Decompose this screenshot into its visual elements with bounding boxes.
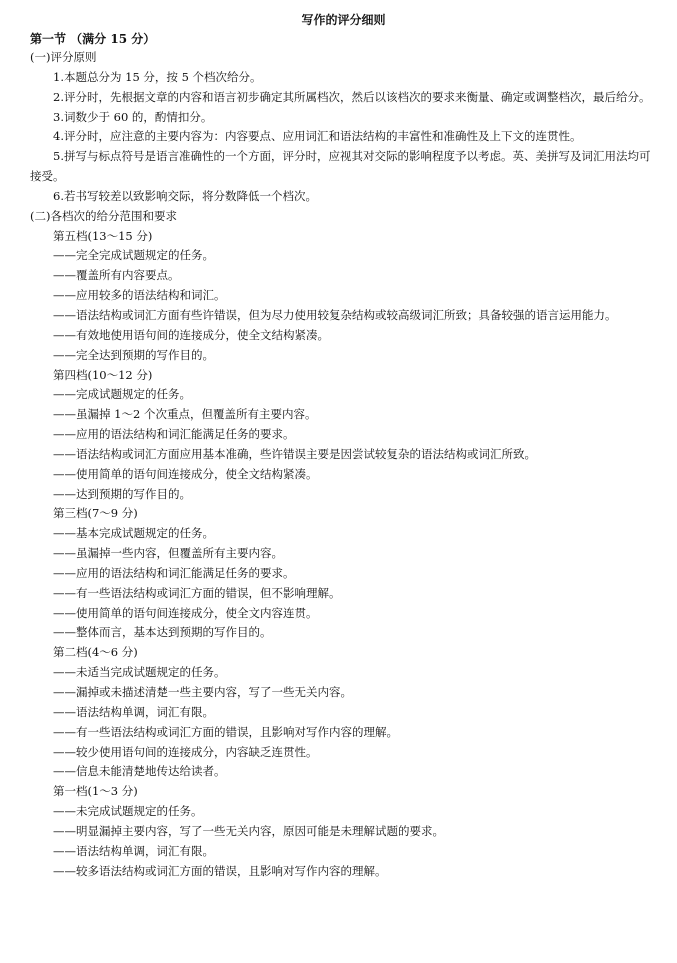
level-heading: 第二档(4～6 分) [53,645,138,660]
criterion-item: ——明显漏掉主要内容，写了一些无关内容，原因可能是未理解试题的要求。 [53,823,444,838]
criterion-item: ——较少使用语句间的连接成分，内容缺乏连贯性。 [53,744,318,759]
criterion-item: ——语法结构单调，词汇有限。 [53,843,214,858]
criterion-item: ——虽漏掉一些内容，但覆盖所有主要内容。 [53,546,283,561]
criterion-item: ——基本完成试题规定的任务。 [53,526,214,541]
rule-item: 1.本题总分为 15 分，按 5 个档次给分。 [53,69,262,84]
level-heading: 第一档(1～3 分) [53,784,138,799]
criterion-item: ——较多语法结构或词汇方面的错误，且影响对写作内容的理解。 [53,863,387,878]
rule-item: 3.词数少于 60 的，酌情扣分。 [53,109,213,124]
criterion-item: ——语法结构或词汇方面应用基本准确，些许错误主要是因尝试较复杂的语法结构或词汇所致。 [53,446,536,461]
level-heading: 第四档(10～12 分) [53,367,153,382]
criterion-item: ——完成试题规定的任务。 [53,387,191,402]
rule-item: 4.评分时，应注意的主要内容为：内容要点、应用词汇和语法结构的丰富性和准确性及上下文的连贯性。 [53,129,582,144]
criterion-item: ——覆盖所有内容要点。 [53,268,180,283]
rule-item: 6.若书写较差以致影响交际，将分数降低一个档次。 [53,188,317,203]
level-heading: 第三档(7～9 分) [53,506,138,521]
criterion-item: ——有一些语法结构或词汇方面的错误，且影响对写作内容的理解。 [53,724,398,739]
criterion-item: ——虽漏掉 1～2 个次重点，但覆盖所有主要内容。 [53,407,317,422]
criterion-item: ——信息未能清楚地传达给读者。 [53,764,226,779]
criterion-item: ——语法结构或词汇方面有些许错误，但为尽力使用较复杂结构或较高级词汇所致；具备较强的语言运用能力。 [53,307,617,322]
criterion-item: ——未完成试题规定的任务。 [53,804,203,819]
document-title: 写作的评分细则 [301,13,386,27]
criterion-item: ——完全达到预期的写作目的。 [53,347,214,362]
criterion-item: ——有效地使用语句间的连接成分，使全文结构紧凑。 [53,327,329,342]
criterion-item: ——有一些语法结构或词汇方面的错误，但不影响理解。 [53,585,341,600]
criterion-item: ——语法结构单调，词汇有限。 [53,704,214,719]
criterion-item: ——漏掉或未描述清楚一些主要内容，写了一些无关内容。 [53,685,352,699]
criterion-item: ——应用较多的语法结构和词汇。 [53,288,226,303]
criterion-item: ——使用简单的语句间连接成分，使全文内容连贯。 [53,605,318,620]
section-heading: 第一节 （满分 15 分） [30,32,156,46]
level-heading: 第五档(13～15 分) [53,228,153,243]
criterion-item: ——应用的语法结构和词汇能满足任务的要求。 [53,427,295,442]
criterion-item: ——应用的语法结构和词汇能满足任务的要求。 [53,565,295,580]
criterion-item: ——完全完成试题规定的任务。 [53,248,214,263]
criterion-item: ——未适当完成试题规定的任务。 [53,665,226,680]
criterion-item: ——整体而言，基本达到预期的写作目的。 [53,625,272,640]
criterion-item: ——使用简单的语句间连接成分，使全文结构紧凑。 [53,466,318,481]
rule-item: 2.评分时，先根据文章的内容和语言初步确定其所属档次，然后以该档次的要求来衡量、确定或调整档次，最后给分。 [53,89,651,104]
criterion-item: ——达到预期的写作目的。 [53,486,191,501]
part1-heading: (一)评分原则 [30,50,97,64]
part2-heading: (二)各档次的给分范围和要求 [30,208,177,223]
rule-item: 5.拼写与标点符号是语言准确性的一个方面，评分时，应视其对交际的影响程度予以考虑。英、美拼写及词汇用法均可接受。 [30,149,651,184]
